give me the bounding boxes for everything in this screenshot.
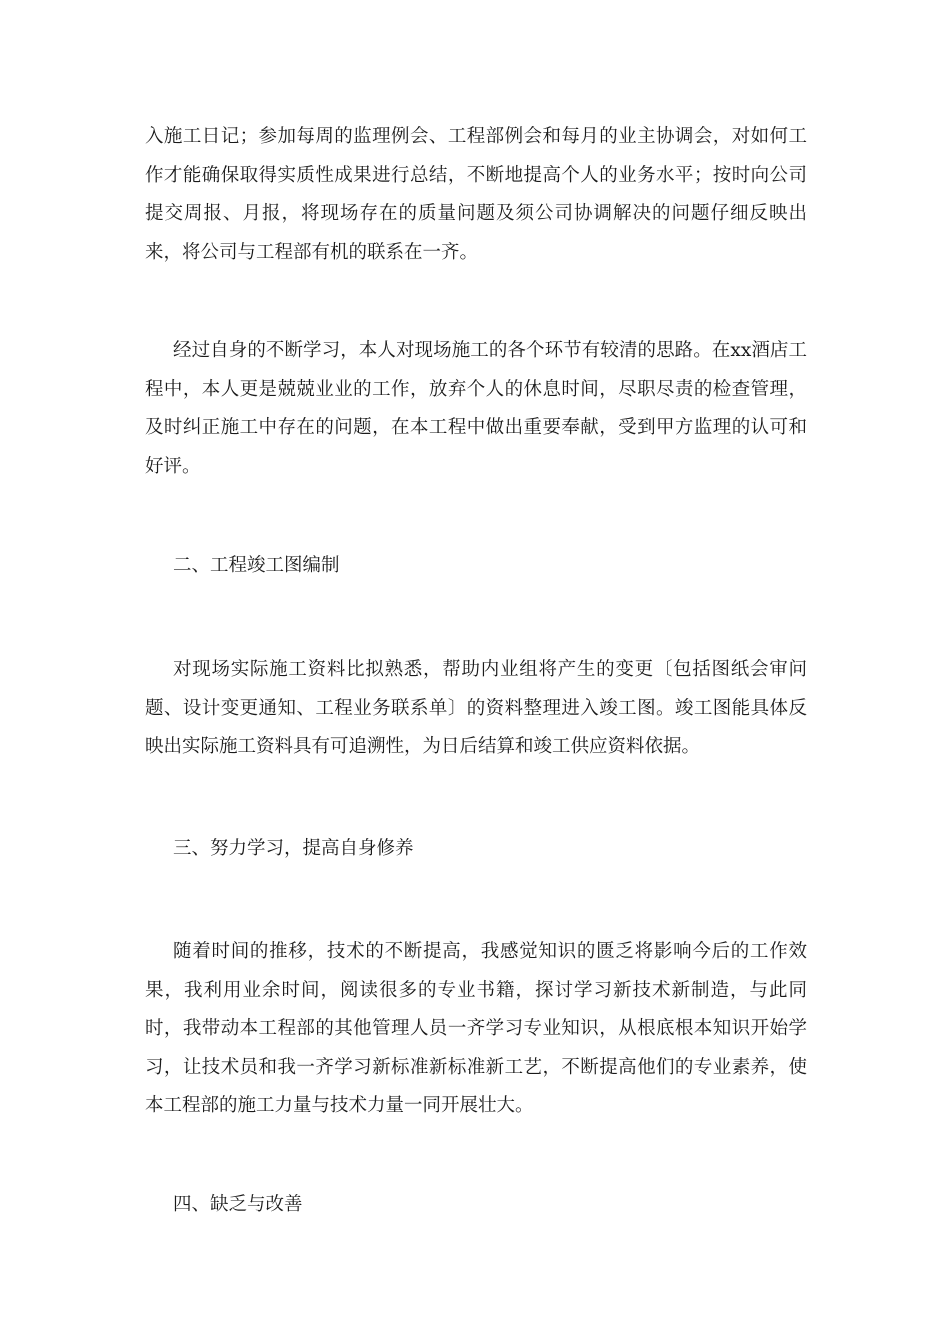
section-heading-completion-drawings: 二、工程竣工图编制	[173, 555, 340, 576]
paragraph-self-study: 经过自身的不断学习，本人对现场施工的各个环节有较清的思路。在xx酒店工程中，本人更是兢兢业业的工作，放弃个人的休息时间，尽职尽责的检查管理，及时纠正施工中存在的问题，在本工程中做出重要奉献，受到甲方监理的认可和好评。	[145, 340, 807, 477]
section-heading-study: 三、努力学习，提高自身修养	[173, 838, 414, 859]
section-heading-shortcomings: 四、缺乏与改善	[173, 1194, 303, 1215]
paragraph-continuation: 入施工日记；参加每周的监理例会、工程部例会和每月的业主协调会，对如何工作才能确保取得实质性成果进行总结，不断地提高个人的业务水平；按时向公司提交周报、月报，将现场存在的质量问题及须公司协调解决的问题仔细反映出来，将公司与工程部有机的联系在一齐。	[145, 126, 807, 263]
paragraph-study: 随着时间的推移，技术的不断提高，我感觉知识的匮乏将影响今后的工作效果，我利用业余时间，阅读很多的专业书籍，探讨学习新技术新制造，与此同时，我带动本工程部的其他管理人员一齐学习专业知识，从根底根本知识开始学习，让技术员和我一齐学习新标准新标准新工艺，不断提高他们的专业素养，使本工程部的施工力量与技术力量一同开展壮大。	[145, 941, 807, 1116]
paragraph-completion-drawings: 对现场实际施工资料比拟熟悉，帮助内业组将产生的变更〔包括图纸会审问题、设计变更通知、工程业务联系单〕的资料整理进入竣工图。竣工图能具体反映出实际施工资料具有可追溯性，为日后结算和竣工供应资料依据。	[145, 659, 807, 757]
